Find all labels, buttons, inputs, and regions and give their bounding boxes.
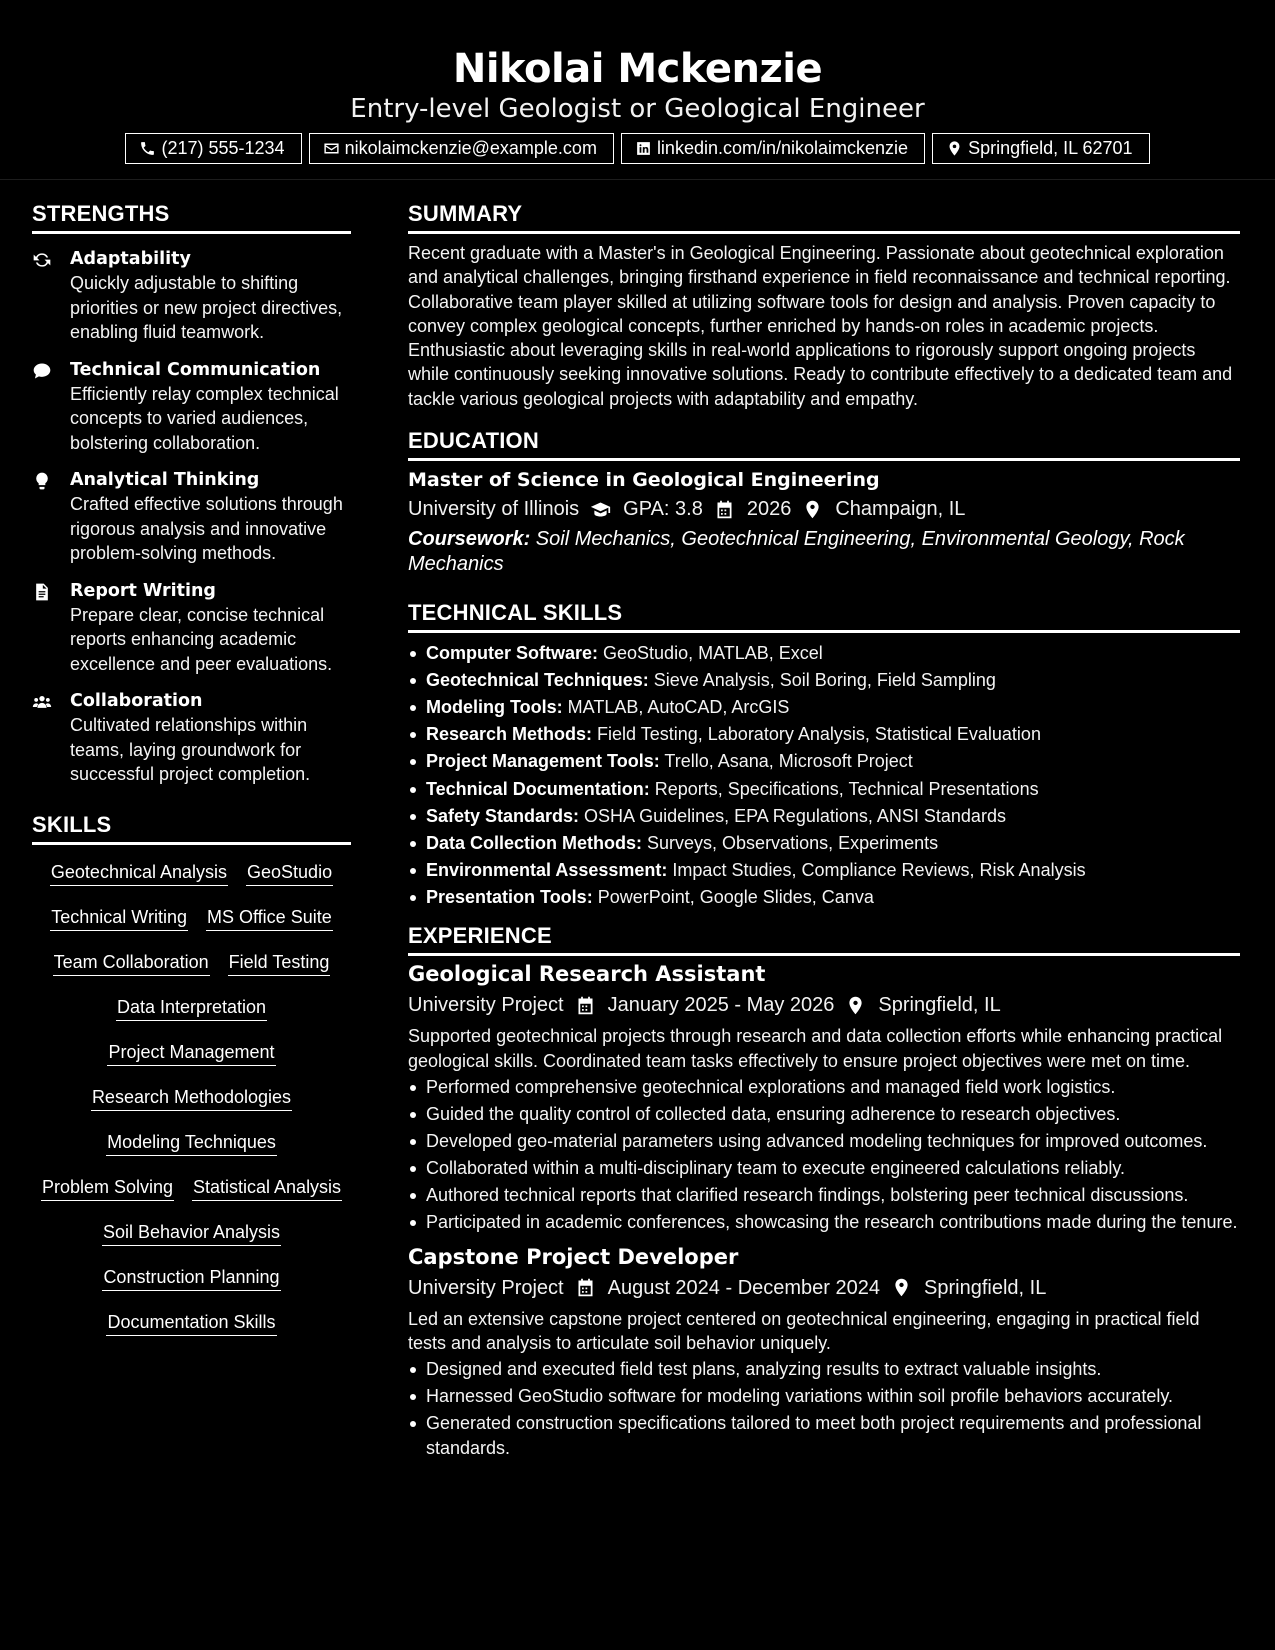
list-item: Participated in academic conferences, showcasing the research contributions made during the tenure. xyxy=(408,1210,1240,1234)
skill-chip: Soil Behavior Analysis xyxy=(102,1221,281,1246)
job-dates: August 2024 - December 2024 xyxy=(607,1276,881,1299)
list-item xyxy=(408,885,1240,909)
list-item xyxy=(408,777,1240,801)
strength-item xyxy=(32,689,351,787)
contact-phone-text: (217) 555-1234 xyxy=(161,138,285,158)
list-item: Performed comprehensive geotechnical explorations and managed field work logistics. xyxy=(408,1075,1240,1099)
list-item xyxy=(408,858,1240,882)
resume-header xyxy=(0,0,1275,180)
skill-chip: Project Management xyxy=(107,1041,275,1066)
refresh-icon xyxy=(32,250,52,270)
job-title: Geological Research Assistant xyxy=(408,962,766,987)
skill-category: Computer Software: xyxy=(426,643,599,664)
contact-location-text: Springfield, IL 62701 xyxy=(968,138,1133,158)
skill-values: Field Testing, Laboratory Analysis, Statistical Evaluation xyxy=(592,724,1041,745)
skill-category: Data Collection Methods: xyxy=(426,832,643,853)
skill-category: Project Management Tools: xyxy=(426,751,660,772)
map-pin-icon xyxy=(946,140,963,157)
skill-values: Reports, Specifications, Technical Presentations xyxy=(649,778,1039,799)
job-location: Springfield, IL xyxy=(878,994,1001,1017)
contact-phone[interactable] xyxy=(125,133,301,164)
skill-chip: Documentation Skills xyxy=(106,1311,276,1336)
skill-category: Research Methods: xyxy=(426,724,593,745)
skills-list xyxy=(32,861,351,1336)
school-name: University of Illinois xyxy=(408,498,580,521)
map-pin-icon xyxy=(802,499,823,520)
strength-desc: Quickly adjustable to shifting priorities or new project directives, enabling fluid teamwork. xyxy=(70,273,343,342)
skill-chip: Technical Writing xyxy=(50,906,188,931)
skill-values: Trello, Asana, Microsoft Project xyxy=(659,751,913,772)
strength-name: Collaboration xyxy=(70,691,203,711)
skill-values: OSHA Guidelines, EPA Regulations, ANSI Standards xyxy=(579,805,1006,826)
skill-chip: Modeling Techniques xyxy=(106,1131,277,1156)
list-item: Developed geo-material parameters using advanced modeling techniques for improved outcomes. xyxy=(408,1129,1240,1153)
skill-chip: Problem Solving xyxy=(41,1176,174,1201)
strength-item xyxy=(32,247,351,345)
list-item xyxy=(408,668,1240,692)
skills-heading: SKILLS xyxy=(32,811,351,845)
skill-category: Modeling Tools: xyxy=(426,697,563,718)
skill-category: Technical Documentation: xyxy=(426,778,650,799)
users-icon xyxy=(32,692,52,712)
list-item xyxy=(408,804,1240,828)
degree-title: Master of Science in Geological Engineering xyxy=(408,469,880,492)
skill-chip: GeoStudio xyxy=(246,861,333,886)
list-item: Guided the quality control of collected data, ensuring adherence to research objectives. xyxy=(408,1102,1240,1126)
skill-values: MATLAB, AutoCAD, ArcGIS xyxy=(562,697,790,718)
summary-text: Recent graduate with a Master's in Geological Engineering. Passionate about geotechnical exploration and analytical challenges, bringing firsthand experience in field reconnaissance and technical reporting. Collaborative team player skilled at utilizing software tools for design and analysis. Proven capacity to convey complex geological concepts, further enriched by hands-on roles in academic projects. Enthusiastic about leveraging skills in real-world applications to rigorously support ongoing projects while continuously seeking innovative solutions. Ready to contribute effectively to a dedicated team and tackle various geological projects with adaptability and empathy. xyxy=(408,243,1233,409)
contact-location[interactable] xyxy=(932,133,1149,164)
list-item: Designed and executed field test plans, analyzing results to extract valuable insights. xyxy=(408,1357,1240,1381)
list-item: Generated construction specifications tailored to meet both project requirements and professional standards. xyxy=(408,1411,1240,1460)
linkedin-icon xyxy=(635,140,652,157)
skill-chip: Research Methodologies xyxy=(91,1086,292,1111)
job-location: Springfield, IL xyxy=(924,1276,1047,1299)
education-meta xyxy=(408,495,1240,523)
summary-heading: SUMMARY xyxy=(408,200,1240,234)
strength-item xyxy=(32,358,351,456)
skill-chip: MS Office Suite xyxy=(206,906,333,931)
school-location: Champaign, IL xyxy=(835,498,966,521)
list-item xyxy=(408,695,1240,719)
job-org: University Project xyxy=(408,994,564,1017)
job-meta xyxy=(408,991,1240,1019)
strength-item xyxy=(32,468,351,566)
lightbulb-icon xyxy=(32,471,52,491)
job-title: Capstone Project Developer xyxy=(408,1244,739,1269)
job-dates: January 2025 - May 2026 xyxy=(607,994,835,1017)
list-item: Authored technical reports that clarified research findings, bolstering peer technical discussions. xyxy=(408,1183,1240,1207)
list-item xyxy=(408,722,1240,746)
experience-heading: EXPERIENCE xyxy=(408,922,1240,956)
list-item: Harnessed GeoStudio software for modeling variations within soil profile behaviors accurately. xyxy=(408,1384,1240,1408)
contact-linkedin-text: linkedin.com/in/nikolaimckenzie xyxy=(656,138,909,158)
contact-email[interactable] xyxy=(309,133,614,164)
calendar-icon xyxy=(575,1277,596,1298)
graduation-cap-icon xyxy=(590,499,611,520)
strength-name: Technical Communication xyxy=(70,359,321,380)
skill-values: GeoStudio, MATLAB, Excel xyxy=(598,643,823,664)
list-item: Collaborated within a multi-disciplinary team to execute engineered calculations reliably. xyxy=(408,1156,1240,1180)
contact-bar xyxy=(0,133,1275,164)
skill-chip: Statistical Analysis xyxy=(192,1176,342,1201)
skill-values: Surveys, Observations, Experiments xyxy=(642,832,939,853)
technical-skills-list xyxy=(408,641,1240,909)
strength-desc: Efficiently relay complex technical concepts to varied audiences, bolstering collaboration. xyxy=(70,383,339,453)
gpa: GPA: 3.8 xyxy=(623,498,703,521)
strength-name: Report Writing xyxy=(70,580,216,601)
technical-skills-heading: TECHNICAL SKILLS xyxy=(408,599,1240,633)
strength-desc: Crafted effective solutions through rigorous analysis and innovative problem-solving methods. xyxy=(70,494,343,563)
coursework-label: Coursework: xyxy=(408,528,531,551)
calendar-icon xyxy=(714,499,735,520)
skill-chip: Team Collaboration xyxy=(53,951,210,976)
strength-desc: Cultivated relationships within teams, laying groundwork for successful project completion. xyxy=(70,715,311,784)
skill-chip: Geotechnical Analysis xyxy=(50,861,228,886)
skill-category: Safety Standards: xyxy=(426,805,580,826)
job-bullets xyxy=(408,1357,1240,1460)
job-meta xyxy=(408,1274,1240,1302)
strength-name: Analytical Thinking xyxy=(70,470,260,490)
candidate-name: Nikolai Mckenzie xyxy=(452,46,823,92)
calendar-icon xyxy=(575,995,596,1016)
skill-chip: Data Interpretation xyxy=(116,996,267,1021)
map-pin-icon xyxy=(891,1277,912,1298)
job-bullets xyxy=(408,1075,1240,1235)
graduation-year: 2026 xyxy=(746,498,792,521)
job-org: University Project xyxy=(408,1276,564,1299)
skill-chip: Construction Planning xyxy=(102,1266,280,1291)
contact-email-text: nikolaimckenzie@example.com xyxy=(344,138,597,158)
strengths-heading: STRENGTHS xyxy=(32,200,351,234)
skill-values: Sieve Analysis, Soil Boring, Field Sampling xyxy=(648,670,996,691)
contact-linkedin[interactable] xyxy=(621,133,925,164)
list-item xyxy=(408,831,1240,855)
skill-category: Geotechnical Techniques: xyxy=(426,670,649,691)
job-entry xyxy=(408,961,1240,1234)
candidate-title: Entry-level Geologist or Geological Engineer xyxy=(350,94,925,124)
list-item xyxy=(408,641,1240,665)
phone-icon xyxy=(139,140,156,157)
job-entry xyxy=(408,1244,1240,1460)
list-item xyxy=(408,749,1240,773)
document-icon xyxy=(32,582,52,602)
strength-name: Adaptability xyxy=(70,249,191,269)
skill-chip: Field Testing xyxy=(228,951,331,976)
job-summary: Supported geotechnical projects through research and data collection efforts while enhancing practical geological skills. Coordinated team tasks effectively to ensure project objectives were met on time. xyxy=(408,1026,1223,1071)
skill-category: Presentation Tools: xyxy=(426,886,593,907)
left-column xyxy=(32,200,351,1336)
strength-desc: Prepare clear, concise technical reports enhancing academic excellence and peer evaluations. xyxy=(70,604,333,674)
job-summary: Led an extensive capstone project centered on geotechnical engineering, engaging in practical field tests and analysis to articulate soil behavior uniquely. xyxy=(408,1308,1200,1353)
strength-item xyxy=(32,579,351,677)
coursework xyxy=(408,527,1240,576)
education-heading: EDUCATION xyxy=(408,427,1240,461)
envelope-icon xyxy=(323,140,340,157)
skill-values: Impact Studies, Compliance Reviews, Risk Analysis xyxy=(667,859,1086,880)
skill-values: PowerPoint, Google Slides, Canva xyxy=(592,886,874,907)
right-column xyxy=(408,200,1240,1463)
speech-bubble-icon xyxy=(32,361,52,381)
map-pin-icon xyxy=(845,995,866,1016)
skill-category: Environmental Assessment: xyxy=(426,859,668,880)
coursework-list: Soil Mechanics, Geotechnical Engineering, Environmental Geology, Rock Mechanics xyxy=(408,528,1185,575)
